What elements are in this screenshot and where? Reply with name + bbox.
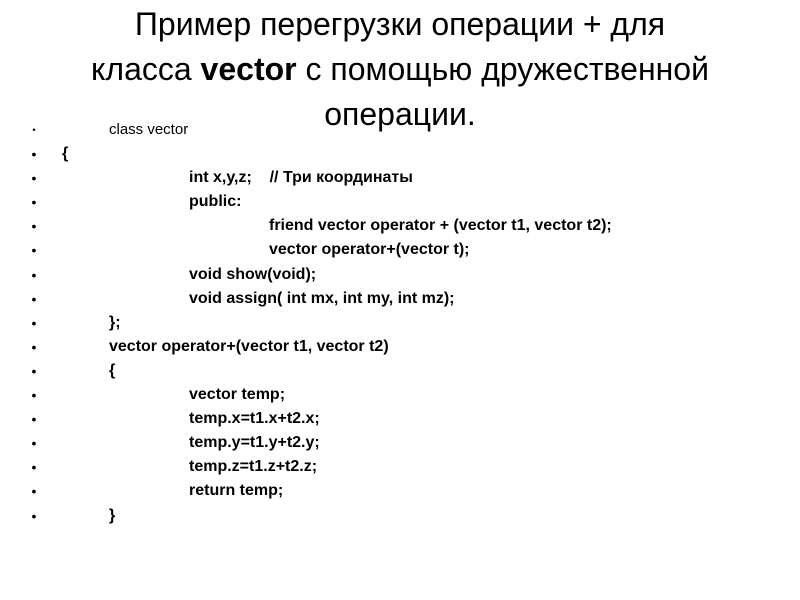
bullet-icon: • [31,242,37,259]
code-text: void show(void); [189,265,317,283]
code-line [0,504,800,528]
bullet-icon: • [31,411,37,428]
code-text: temp.y=t1.y+t2.y; [189,434,320,452]
bullet-icon: • [31,338,37,355]
code-line [0,263,800,287]
code-text: public: [189,193,242,211]
code-line [0,335,800,359]
bullet-icon: • [31,194,37,211]
code-text: class vector [109,121,189,138]
code-line [0,383,800,407]
slide-title [0,2,800,137]
code-text: { [109,361,116,379]
code-text: int x,y,z; // Три координаты [189,169,413,187]
code-text: }; [109,313,121,331]
title-line-2-suffix: с помощью дружественной [296,51,709,87]
code-line [0,214,800,238]
bullet-icon: • [31,218,37,235]
code-line [0,190,800,214]
code-line [0,287,800,311]
bullet-icon: • [31,362,37,379]
bullet-icon: • [31,146,37,163]
code-line [0,455,800,479]
code-line [0,407,800,431]
code-line [0,479,800,503]
bullet-icon: • [31,483,37,500]
code-text: { [62,145,69,163]
bullet-icon: • [31,314,37,331]
bullet-icon: • [31,507,37,524]
code-text: vector temp; [189,386,286,404]
title-line-3: операции. [324,96,476,132]
bullet-icon: • [31,266,37,283]
bullet-icon: • [31,170,37,187]
code-text: temp.z=t1.z+t2.z; [189,458,318,476]
code-text: } [109,506,116,524]
code-text: temp.x=t1.x+t2.x; [189,410,320,428]
bullet-icon: • [31,387,37,404]
code-line [0,142,800,166]
bullet-icon: • [32,125,36,135]
title-line-2-prefix: класса [91,51,201,87]
title-keyword-vector: vector [200,51,297,87]
code-text: return temp; [189,482,284,500]
code-line [0,118,800,142]
code-text: vector operator+(vector t); [269,241,470,259]
code-line [0,166,800,190]
code-line [0,359,800,383]
bullet-icon: • [31,290,37,307]
code-line [0,311,800,335]
code-text: friend vector operator + (vector t1, vector t2); [269,217,612,235]
code-bullet-list [0,118,800,528]
code-line [0,431,800,455]
bullet-icon: • [31,459,37,476]
code-line [0,238,800,262]
bullet-icon: • [31,435,37,452]
title-line-1: Пример перегрузки операции + для [134,6,666,42]
code-text: vector operator+(vector t1, vector t2) [109,337,389,355]
code-text: void assign( int mx, int my, int mz); [189,289,455,307]
